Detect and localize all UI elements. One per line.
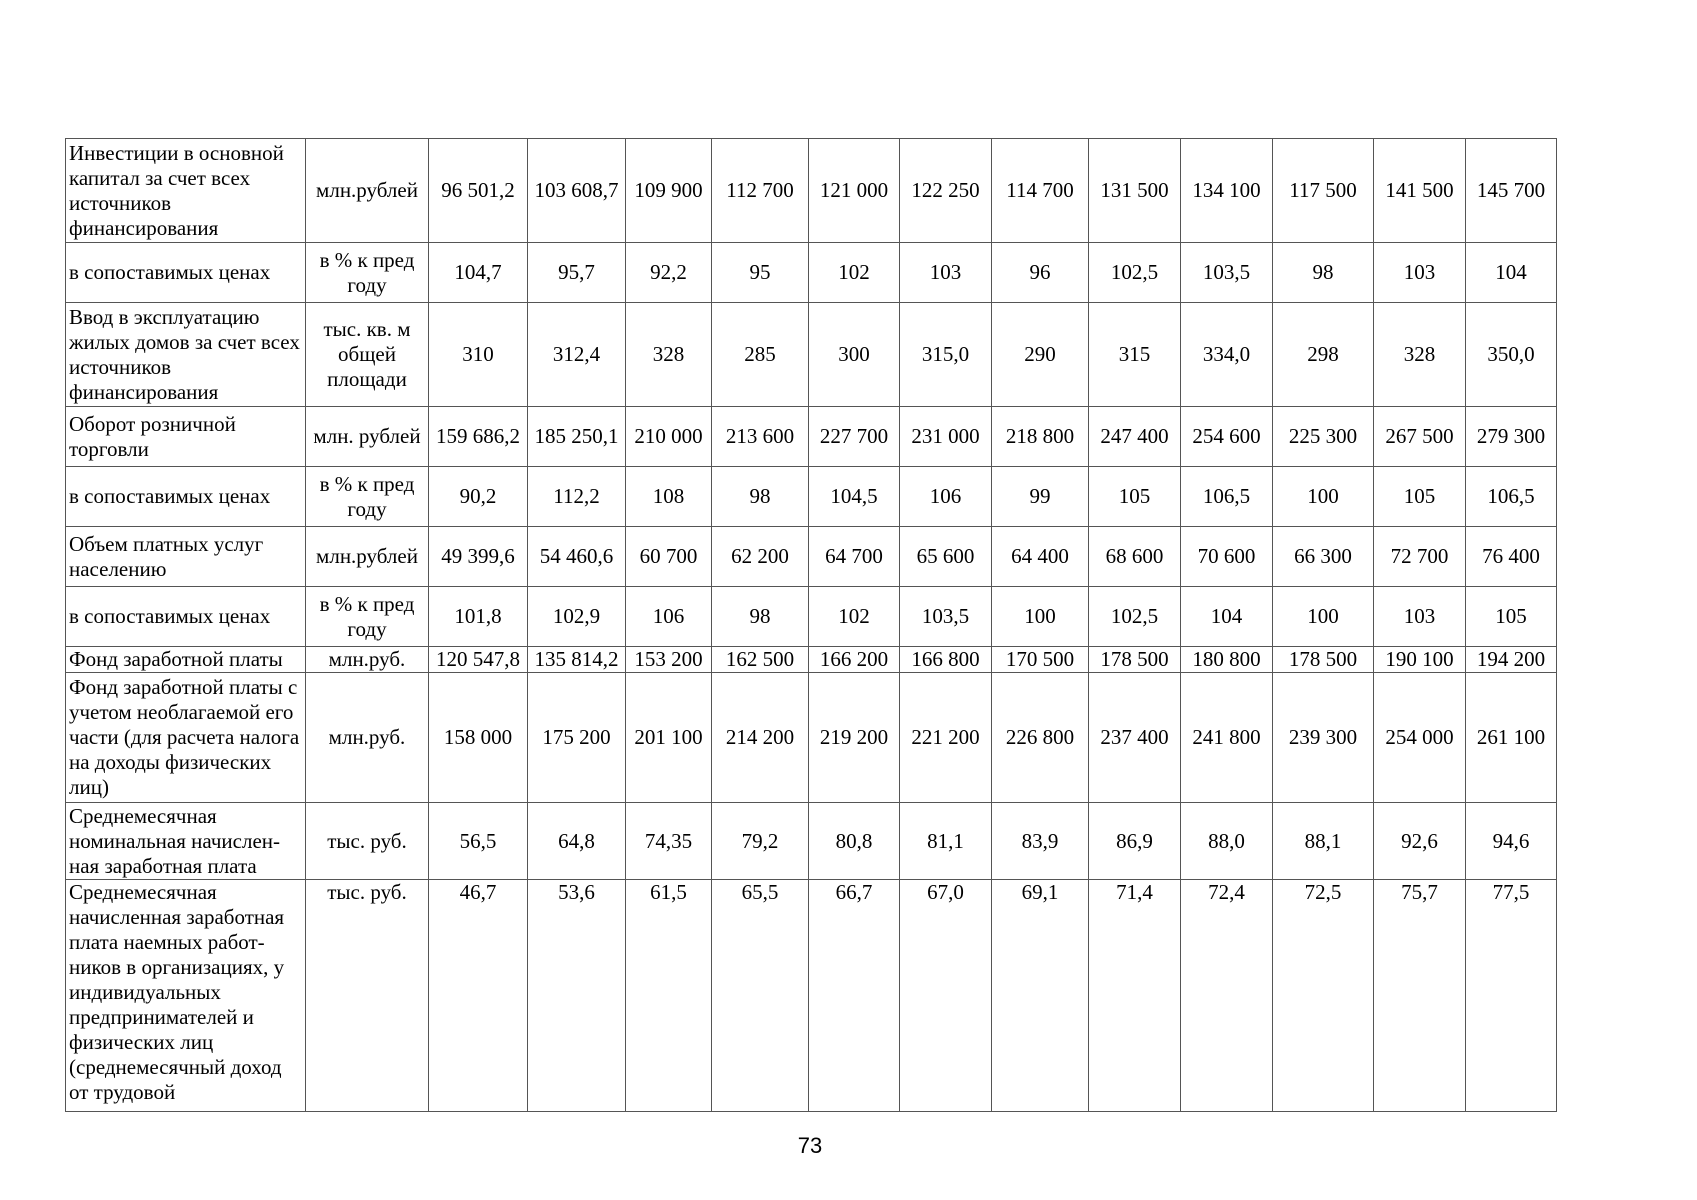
value-cell: 105	[1466, 587, 1557, 647]
value-cell: 66 300	[1273, 527, 1374, 587]
value-cell: 64,8	[528, 803, 626, 880]
table-row	[66, 303, 1557, 407]
value-cell: 134 100	[1181, 139, 1273, 243]
value-cell: 194 200	[1466, 647, 1557, 673]
value-cell: 315	[1089, 303, 1181, 407]
table-row	[66, 803, 1557, 880]
value-cell: 98	[1273, 243, 1374, 303]
value-cell: 66,7	[809, 880, 900, 1112]
table-row	[66, 527, 1557, 587]
row-indicator-label: Ввод в эксплуатацию жилых домов за счет всех источников финансирования	[66, 303, 306, 407]
value-cell: 49 399,6	[429, 527, 528, 587]
value-cell: 100	[992, 587, 1089, 647]
value-cell: 46,7	[429, 880, 528, 1112]
value-cell: 56,5	[429, 803, 528, 880]
table-row	[66, 467, 1557, 527]
value-cell: 145 700	[1466, 139, 1557, 243]
value-cell: 334,0	[1181, 303, 1273, 407]
value-cell: 122 250	[900, 139, 992, 243]
value-cell: 90,2	[429, 467, 528, 527]
value-cell: 104,7	[429, 243, 528, 303]
value-cell: 104	[1181, 587, 1273, 647]
value-cell: 65,5	[712, 880, 809, 1112]
row-indicator-label: Объем платных услуг населению	[66, 527, 306, 587]
row-indicator-label: Фонд заработной платы с учетом необлагаемой его части (для расчета налога на доходы физических лиц)	[66, 673, 306, 803]
value-cell: 105	[1089, 467, 1181, 527]
value-cell: 290	[992, 303, 1089, 407]
value-cell: 312,4	[528, 303, 626, 407]
value-cell: 103	[1374, 243, 1466, 303]
value-cell: 100	[1273, 587, 1374, 647]
value-cell: 237 400	[1089, 673, 1181, 803]
value-cell: 104	[1466, 243, 1557, 303]
value-cell: 53,6	[528, 880, 626, 1112]
row-indicator-label: Инвестиции в основной капитал за счет всех источников финансирования	[66, 139, 306, 243]
value-cell: 298	[1273, 303, 1374, 407]
value-cell: 62 200	[712, 527, 809, 587]
value-cell: 96	[992, 243, 1089, 303]
value-cell: 95,7	[528, 243, 626, 303]
value-cell: 98	[712, 587, 809, 647]
value-cell: 92,6	[1374, 803, 1466, 880]
value-cell: 64 400	[992, 527, 1089, 587]
page-number: 73	[797, 1133, 823, 1158]
row-unit: млн.руб.	[306, 647, 429, 673]
value-cell: 221 200	[900, 673, 992, 803]
value-cell: 231 000	[900, 407, 992, 467]
row-unit: в % к пред году	[306, 243, 429, 303]
row-unit: млн.руб.	[306, 673, 429, 803]
value-cell: 112,2	[528, 467, 626, 527]
value-cell: 102,9	[528, 587, 626, 647]
value-cell: 96 501,2	[429, 139, 528, 243]
value-cell: 166 200	[809, 647, 900, 673]
value-cell: 175 200	[528, 673, 626, 803]
value-cell: 141 500	[1374, 139, 1466, 243]
table-row	[66, 880, 1557, 1112]
value-cell: 72,4	[1181, 880, 1273, 1112]
value-cell: 254 000	[1374, 673, 1466, 803]
value-cell: 180 800	[1181, 647, 1273, 673]
forecast-indicators-table	[65, 138, 1557, 1112]
table-row	[66, 243, 1557, 303]
value-cell: 227 700	[809, 407, 900, 467]
value-cell: 121 000	[809, 139, 900, 243]
value-cell: 68 600	[1089, 527, 1181, 587]
value-cell: 72,5	[1273, 880, 1374, 1112]
value-cell: 170 500	[992, 647, 1089, 673]
table-body	[66, 139, 1557, 1112]
table-row	[66, 647, 1557, 673]
value-cell: 103,5	[1181, 243, 1273, 303]
value-cell: 106	[626, 587, 712, 647]
table-row	[66, 139, 1557, 243]
row-indicator-label: Оборот розничной торговли	[66, 407, 306, 467]
value-cell: 95	[712, 243, 809, 303]
table-row	[66, 407, 1557, 467]
value-cell: 80,8	[809, 803, 900, 880]
value-cell: 210 000	[626, 407, 712, 467]
value-cell: 315,0	[900, 303, 992, 407]
value-cell: 103	[900, 243, 992, 303]
value-cell: 247 400	[1089, 407, 1181, 467]
value-cell: 102,5	[1089, 243, 1181, 303]
value-cell: 241 800	[1181, 673, 1273, 803]
value-cell: 201 100	[626, 673, 712, 803]
value-cell: 61,5	[626, 880, 712, 1112]
value-cell: 131 500	[1089, 139, 1181, 243]
row-unit: в % к пред году	[306, 467, 429, 527]
value-cell: 105	[1374, 467, 1466, 527]
value-cell: 74,35	[626, 803, 712, 880]
value-cell: 67,0	[900, 880, 992, 1112]
value-cell: 214 200	[712, 673, 809, 803]
value-cell: 300	[809, 303, 900, 407]
value-cell: 103	[1374, 587, 1466, 647]
value-cell: 328	[626, 303, 712, 407]
value-cell: 106,5	[1466, 467, 1557, 527]
value-cell: 102,5	[1089, 587, 1181, 647]
row-indicator-label: Среднемесячная начисленная заработная плата наемных работ-ников в организациях, у индивидуальных предпринимателей и физических лиц (среднемесячный доход от трудовой	[66, 880, 306, 1112]
value-cell: 70 600	[1181, 527, 1273, 587]
value-cell: 94,6	[1466, 803, 1557, 880]
value-cell: 104,5	[809, 467, 900, 527]
row-unit: млн. рублей	[306, 407, 429, 467]
value-cell: 83,9	[992, 803, 1089, 880]
value-cell: 65 600	[900, 527, 992, 587]
value-cell: 178 500	[1273, 647, 1374, 673]
table-row	[66, 673, 1557, 803]
value-cell: 219 200	[809, 673, 900, 803]
value-cell: 185 250,1	[528, 407, 626, 467]
value-cell: 158 000	[429, 673, 528, 803]
value-cell: 108	[626, 467, 712, 527]
row-unit: млн.рублей	[306, 139, 429, 243]
value-cell: 72 700	[1374, 527, 1466, 587]
row-unit: тыс. руб.	[306, 803, 429, 880]
value-cell: 112 700	[712, 139, 809, 243]
value-cell: 92,2	[626, 243, 712, 303]
value-cell: 225 300	[1273, 407, 1374, 467]
row-unit: тыс. кв. м общей площади	[306, 303, 429, 407]
value-cell: 190 100	[1374, 647, 1466, 673]
table-row	[66, 587, 1557, 647]
value-cell: 178 500	[1089, 647, 1181, 673]
value-cell: 75,7	[1374, 880, 1466, 1112]
value-cell: 162 500	[712, 647, 809, 673]
value-cell: 239 300	[1273, 673, 1374, 803]
value-cell: 102	[809, 243, 900, 303]
value-cell: 261 100	[1466, 673, 1557, 803]
value-cell: 117 500	[1273, 139, 1374, 243]
value-cell: 69,1	[992, 880, 1089, 1112]
value-cell: 101,8	[429, 587, 528, 647]
value-cell: 79,2	[712, 803, 809, 880]
value-cell: 98	[712, 467, 809, 527]
value-cell: 88,1	[1273, 803, 1374, 880]
value-cell: 103,5	[900, 587, 992, 647]
value-cell: 279 300	[1466, 407, 1557, 467]
value-cell: 64 700	[809, 527, 900, 587]
value-cell: 102	[809, 587, 900, 647]
value-cell: 106	[900, 467, 992, 527]
value-cell: 135 814,2	[528, 647, 626, 673]
value-cell: 76 400	[1466, 527, 1557, 587]
value-cell: 159 686,2	[429, 407, 528, 467]
row-indicator-label: Среднемесячная номинальная начислен-ная заработная плата	[66, 803, 306, 880]
value-cell: 77,5	[1466, 880, 1557, 1112]
value-cell: 109 900	[626, 139, 712, 243]
value-cell: 213 600	[712, 407, 809, 467]
value-cell: 106,5	[1181, 467, 1273, 527]
value-cell: 120 547,8	[429, 647, 528, 673]
row-unit: тыс. руб.	[306, 880, 429, 1112]
value-cell: 267 500	[1374, 407, 1466, 467]
value-cell: 153 200	[626, 647, 712, 673]
row-unit: млн.рублей	[306, 527, 429, 587]
value-cell: 86,9	[1089, 803, 1181, 880]
value-cell: 218 800	[992, 407, 1089, 467]
value-cell: 285	[712, 303, 809, 407]
value-cell: 60 700	[626, 527, 712, 587]
row-unit: в % к пред году	[306, 587, 429, 647]
value-cell: 71,4	[1089, 880, 1181, 1112]
row-indicator-label: в сопоставимых ценах	[66, 467, 306, 527]
value-cell: 114 700	[992, 139, 1089, 243]
value-cell: 166 800	[900, 647, 992, 673]
value-cell: 254 600	[1181, 407, 1273, 467]
value-cell: 103 608,7	[528, 139, 626, 243]
row-indicator-label: в сопоставимых ценах	[66, 243, 306, 303]
value-cell: 88,0	[1181, 803, 1273, 880]
value-cell: 226 800	[992, 673, 1089, 803]
value-cell: 350,0	[1466, 303, 1557, 407]
row-indicator-label: в сопоставимых ценах	[66, 587, 306, 647]
value-cell: 328	[1374, 303, 1466, 407]
value-cell: 81,1	[900, 803, 992, 880]
value-cell: 310	[429, 303, 528, 407]
value-cell: 99	[992, 467, 1089, 527]
row-indicator-label: Фонд заработной платы	[66, 647, 306, 673]
value-cell: 54 460,6	[528, 527, 626, 587]
value-cell: 100	[1273, 467, 1374, 527]
